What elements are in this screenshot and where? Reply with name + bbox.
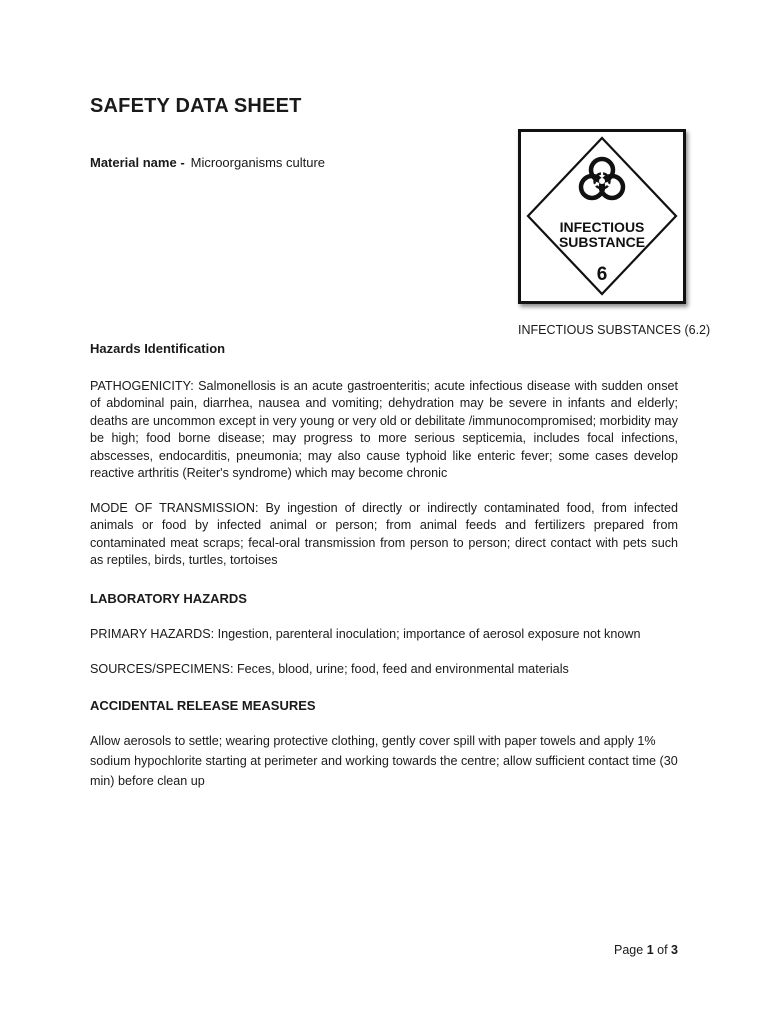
material-name-value: Microorganisms culture [190, 155, 326, 170]
sources-paragraph: SOURCES/SPECIMENS: Feces, blood, urine; food, feed and environmental materials [90, 662, 569, 676]
hazards-heading: Hazards Identification [90, 341, 226, 356]
page-current: 1 [646, 943, 654, 957]
page-of: of [657, 943, 668, 957]
placard-caption: INFECTIOUS SUBSTANCES (6.2) [518, 323, 711, 337]
material-name-label: Material name - [90, 155, 185, 170]
page-total: 3 [671, 943, 678, 957]
page-word: Page [614, 943, 644, 957]
material-name-row [90, 155, 325, 170]
placard-class-number: 6 [596, 264, 608, 285]
page-number-footer [614, 943, 678, 957]
accidental-release-paragraph: Allow aerosols to settle; wearing protective clothing, gently cover spill with paper towels and apply 1% sodium hypochlorite starting at perimeter and working towards the centre; allow sufficient contact time (30 min) before clean up [90, 734, 678, 788]
primary-hazards-paragraph: PRIMARY HAZARDS: Ingestion, parenteral inoculation; importance of aerosol exposure not known [90, 627, 641, 641]
transmission-paragraph: MODE OF TRANSMISSION: By ingestion of directly or indirectly contaminated food, from infected animals or food by infected animal or person; from animal feeds and fertilizers prepared from contaminated meat scraps; fecal-oral transmission from person to person; direct contact with pets such as reptiles, birds, turtles, tortoises [90, 501, 678, 568]
laboratory-hazards-heading: LABORATORY HAZARDS [90, 591, 247, 606]
placard-graphic [521, 132, 683, 301]
pathogenicity-paragraph: PATHOGENICITY: Salmonellosis is an acute gastroenteritis; acute infectious disease with sudden onset of abdominal pain, diarrhea, nausea and vomiting; dehydration may be severe in infants and elderly; deaths are uncommon except in very young or very old or debilitate /immunocompromised; morbidity may be high; food borne disease; may progress to more serious septicemia, includes focal infections, abscesses, endocarditis, pneumonia; may also cause typhoid like enteric fever; some cases develop reactive arthritis (Reiter's syndrome) which may become chronic [90, 379, 678, 481]
infectious-substance-placard [518, 129, 686, 304]
placard-line1: INFECTIOUS [559, 219, 645, 235]
accidental-release-heading: ACCIDENTAL RELEASE MEASURES [90, 698, 316, 713]
document-title: SAFETY DATA SHEET [90, 95, 302, 117]
placard-line2: SUBSTANCE [558, 234, 646, 250]
